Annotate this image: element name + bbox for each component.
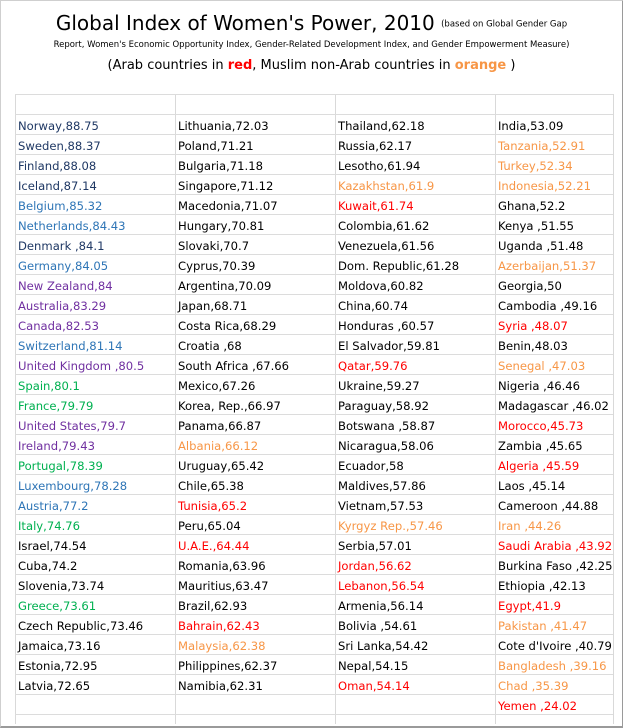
table-cell: Cote d'Ivoire ,40.79 <box>498 639 612 653</box>
table-cell: Uganda ,51.48 <box>498 239 584 253</box>
grid-column-divider <box>495 94 496 724</box>
table-column-2 <box>178 116 289 696</box>
table-cell: Mexico,67.26 <box>178 379 256 393</box>
grid-row-divider <box>15 114 613 115</box>
legend-red-word: red <box>227 57 253 73</box>
table-cell: Slovaki,70.7 <box>178 239 250 253</box>
table-cell: Nicaragua,58.06 <box>338 439 434 453</box>
table-cell: United States,79.7 <box>18 419 127 433</box>
table-cell: Belgium,85.32 <box>18 199 103 213</box>
table-cell: Kuwait,61.74 <box>338 199 414 213</box>
table-cell: Ukraine,59.27 <box>338 379 420 393</box>
table-cell: Ethiopia ,42.13 <box>498 579 586 593</box>
table-cell: Brazil,62.93 <box>178 599 248 613</box>
title-block <box>0 10 623 78</box>
table-cell: Algeria ,45.59 <box>498 459 580 473</box>
table-cell: Australia,83.29 <box>18 299 107 313</box>
table-cell: Bulgaria,71.18 <box>178 159 263 173</box>
table-cell: New Zealand,84 <box>18 279 113 293</box>
table-cell: Maldives,57.86 <box>338 479 426 493</box>
table-cell: Macedonia,71.07 <box>178 199 278 213</box>
table-cell: Norway,88.75 <box>18 119 99 133</box>
table-cell: Philippines,62.37 <box>178 659 278 673</box>
table-cell: Luxembourg,78.28 <box>18 479 128 493</box>
table-cell: Cameroon ,44.88 <box>498 499 599 513</box>
table-cell: Syria ,48.07 <box>498 319 568 333</box>
table-cell: Cuba,74.2 <box>18 559 78 573</box>
table-column-3 <box>338 116 459 696</box>
table-cell: Panama,66.87 <box>178 419 262 433</box>
table-cell: Finland,88.08 <box>18 159 97 173</box>
table-cell: Serbia,57.01 <box>338 539 412 553</box>
table-cell: Ireland,79.43 <box>18 439 95 453</box>
table-cell: Jordan,56.62 <box>338 559 412 573</box>
table-cell: Zambia ,45.65 <box>498 439 583 453</box>
table-cell: Germany,84.05 <box>18 259 109 273</box>
table-column-4 <box>498 116 613 716</box>
table-cell: Armenia,56.14 <box>338 599 424 613</box>
table-cell: United Kingdom ,80.5 <box>18 359 145 373</box>
table-cell: Indonesia,52.21 <box>498 179 591 193</box>
table-cell: Czech Republic,73.46 <box>18 619 144 633</box>
table-cell: Lesotho,61.94 <box>338 159 421 173</box>
table-cell: Romania,63.96 <box>178 559 266 573</box>
table-cell: Ecuador,58 <box>338 459 404 473</box>
grid-column-divider <box>613 94 614 724</box>
table-cell: Iceland,87.14 <box>18 179 97 193</box>
table-cell: Nigeria ,46.46 <box>498 379 581 393</box>
table-cell: Venezuela,61.56 <box>338 239 435 253</box>
table-cell: Spain,80.1 <box>18 379 80 393</box>
table-cell: Colombia,61.62 <box>338 219 430 233</box>
table-cell: Italy,74.76 <box>18 519 81 533</box>
table-cell: France,79.79 <box>18 399 94 413</box>
table-cell: Chad ,35.39 <box>498 679 569 693</box>
title-source-note: (based on Global Gender Gap <box>441 19 568 30</box>
grid-column-divider <box>175 94 176 724</box>
table-cell: Nepal,54.15 <box>338 659 409 673</box>
table-cell: Thailand,62.18 <box>338 119 425 133</box>
table-cell: Azerbaijan,51.37 <box>498 259 597 273</box>
table-cell: Tanzania,52.91 <box>498 139 586 153</box>
legend-text-post: ) <box>506 57 516 73</box>
table-cell: Argentina,70.09 <box>178 279 272 293</box>
table-cell: Tunisia,65.2 <box>178 499 248 513</box>
table-cell: Qatar,59.76 <box>338 359 408 373</box>
table-cell: Netherlands,84.43 <box>18 219 126 233</box>
table-cell: Portugal,78.39 <box>18 459 103 473</box>
table-cell: Latvia,72.65 <box>18 679 91 693</box>
table-cell: Iran ,44.26 <box>498 519 562 533</box>
table-cell: Pakistan ,41.47 <box>498 619 588 633</box>
table-cell: Laos ,45.14 <box>498 479 566 493</box>
table-cell: Moldova,60.82 <box>338 279 424 293</box>
table-cell: Kenya ,51.55 <box>498 219 575 233</box>
table-cell: Kyrgyz Rep.,57.46 <box>338 519 443 533</box>
table-column-1 <box>18 116 144 696</box>
table-cell: Kazakhstan,61.9 <box>338 179 435 193</box>
table-cell: Vietnam,57.53 <box>338 499 424 513</box>
table-cell: Denmark ,84.1 <box>18 239 105 253</box>
table-cell: Turkey,52.34 <box>498 159 573 173</box>
legend-orange-word: orange <box>454 57 507 73</box>
table-cell: China,60.74 <box>338 299 408 313</box>
color-legend <box>0 54 623 78</box>
table-cell: Mauritius,63.47 <box>178 579 269 593</box>
table-cell: Bolivia ,54.61 <box>338 619 418 633</box>
table-cell: Oman,54.14 <box>338 679 410 693</box>
table-cell: Cambodia ,49.16 <box>498 299 598 313</box>
table-cell: Senegal ,47.03 <box>498 359 586 373</box>
table-cell: Paraguay,58.92 <box>338 399 429 413</box>
table-cell: Austria,77.2 <box>18 499 89 513</box>
table-cell: Botswana ,58.87 <box>338 419 436 433</box>
table-cell: Singapore,71.12 <box>178 179 274 193</box>
table-cell: Bahrain,62.43 <box>178 619 260 633</box>
table-cell: Benin,48.03 <box>498 339 568 353</box>
table-cell: Sweden,88.37 <box>18 139 101 153</box>
table-cell: Costa Rica,68.29 <box>178 319 277 333</box>
table-cell: Sri Lanka,54.42 <box>338 639 429 653</box>
page-title: Global Index of Women's Power, 2010 <box>55 11 435 35</box>
table-cell: Estonia,72.95 <box>18 659 98 673</box>
legend-text-mid: , Muslim non-Arab countries in <box>252 57 455 73</box>
table-cell: Honduras ,60.57 <box>338 319 435 333</box>
table-cell: Dom. Republic,61.28 <box>338 259 460 273</box>
table-cell: Cyprus,70.39 <box>178 259 256 273</box>
table-cell: Bangladesh ,39.16 <box>498 659 607 673</box>
table-cell: Madagascar ,46.02 <box>498 399 609 413</box>
table-cell: Uruguay,65.42 <box>178 459 265 473</box>
table-cell: Ghana,52.2 <box>498 199 566 213</box>
table-cell: Greece,73.61 <box>18 599 97 613</box>
title-line <box>0 10 623 38</box>
table-cell: Croatia ,68 <box>178 339 242 353</box>
table-cell: U.A.E.,64.44 <box>178 539 250 553</box>
table-cell: Hungary,70.81 <box>178 219 265 233</box>
table-cell: Lebanon,56.54 <box>338 579 425 593</box>
table-cell: India,53.09 <box>498 119 564 133</box>
table-cell: Slovenia,73.74 <box>18 579 105 593</box>
table-cell: Yemen ,24.02 <box>498 699 578 713</box>
table-cell: Burkina Faso ,42.25 <box>498 559 613 573</box>
table-cell: Russia,62.17 <box>338 139 413 153</box>
table-cell: Japan,68.71 <box>178 299 248 313</box>
table-cell: Switzerland,81.14 <box>18 339 123 353</box>
table-cell: Korea, Rep.,66.97 <box>178 399 281 413</box>
table-cell: Chile,65.38 <box>178 479 244 493</box>
table-cell: Egypt,41.9 <box>498 599 561 613</box>
table-cell: Peru,65.04 <box>178 519 241 533</box>
grid-column-divider <box>335 94 336 724</box>
grid-column-divider <box>15 94 16 724</box>
table-cell: Lithuania,72.03 <box>178 119 269 133</box>
table-cell: Morocco,45.73 <box>498 419 584 433</box>
table-cell: Saudi Arabia ,43.92 <box>498 539 613 553</box>
table-cell: South Africa ,67.66 <box>178 359 290 373</box>
table-cell: El Salvador,59.81 <box>338 339 440 353</box>
grid-row-divider <box>15 94 613 95</box>
table-cell: Georgia,50 <box>498 279 562 293</box>
table-cell: Israel,74.54 <box>18 539 87 553</box>
table-cell: Canada,82.53 <box>18 319 99 333</box>
table-cell: Malaysia,62.38 <box>178 639 266 653</box>
table-cell: Jamaica,73.16 <box>18 639 101 653</box>
legend-text-pre: (Arab countries in <box>107 57 228 73</box>
table-cell: Albania,66.12 <box>178 439 259 453</box>
table-cell: Poland,71.21 <box>178 139 254 153</box>
title-source-note-continued: Report, Women's Economic Opportunity Index, Gender-Related Development Index, and Gender Empowerment Measure) <box>53 39 570 50</box>
table-cell: Namibia,62.31 <box>178 679 263 693</box>
